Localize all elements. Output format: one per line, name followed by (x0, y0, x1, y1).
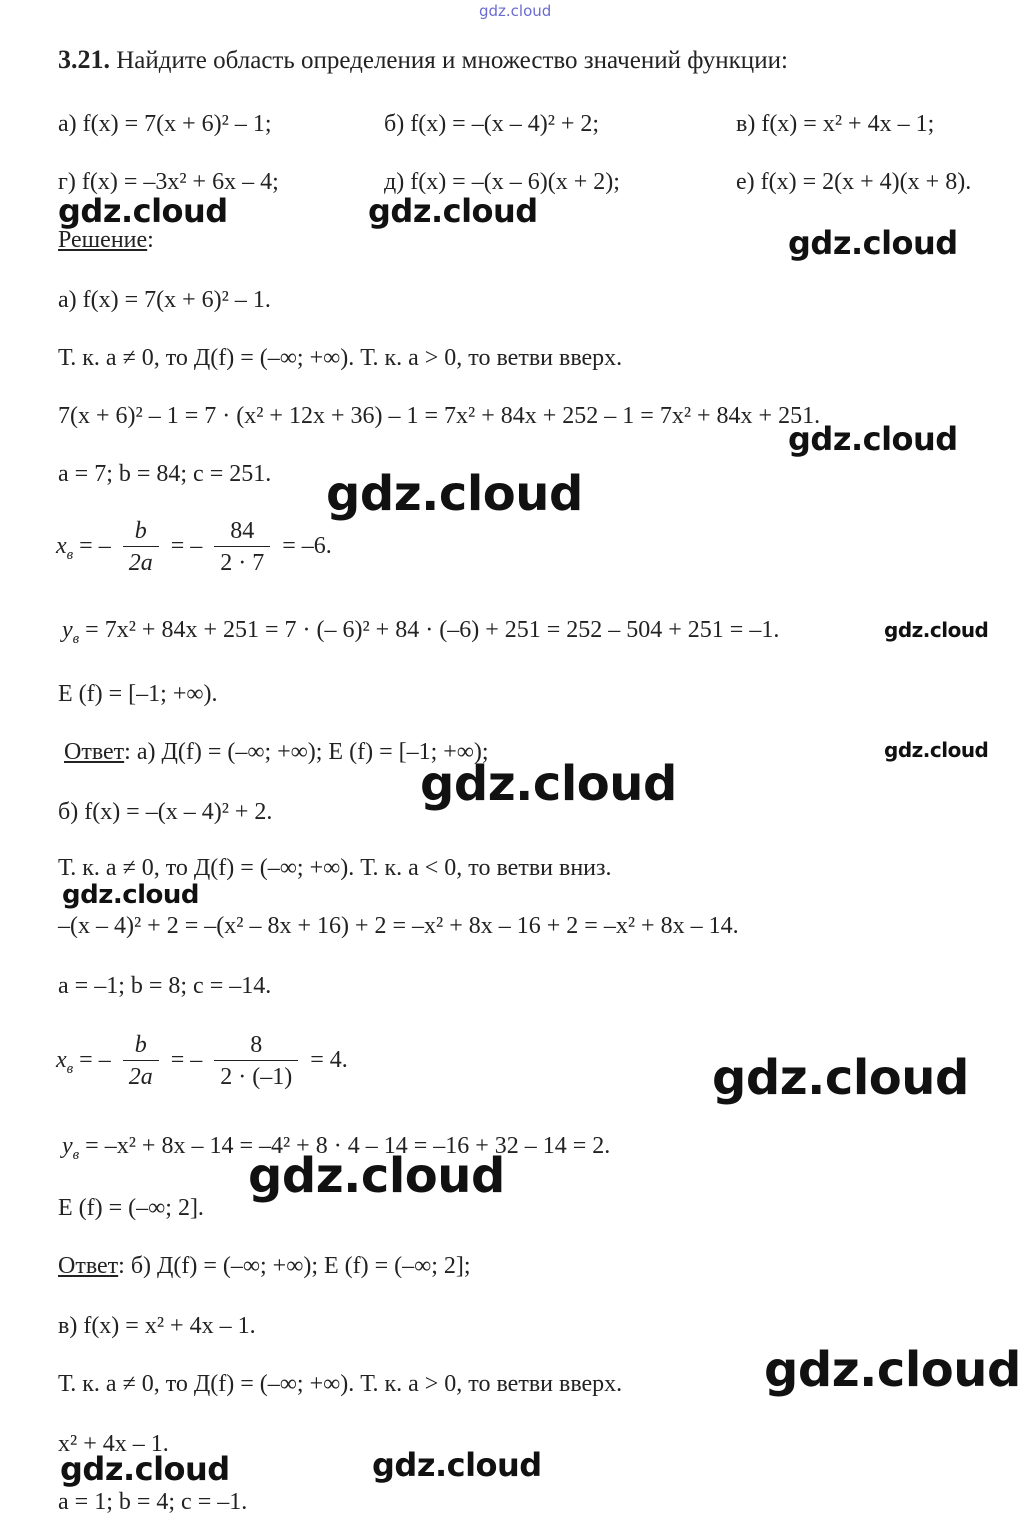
task-d: д) f(x) = –(x – 6)(x + 2); (384, 169, 620, 195)
task-g: г) f(x) = –3x² + 6x – 4; (58, 169, 279, 195)
part-b-vertex-y: $y_в = -x^2 + 8x - 14 = -4^2 + 8 \cdot 4 - 14 = -16 + 32 - 14 = 2$. (62, 1133, 611, 1163)
watermark: gdz.cloud (372, 1446, 542, 1484)
problem-text: Найдите область определения и множество значений функции: (116, 47, 788, 74)
task-a: а) f(x) = 7(x + 6)² – 1; (58, 111, 272, 137)
watermark: gdz.cloud (788, 420, 958, 458)
part-v-function: в) f(x) = x² + 4x – 1. (58, 1313, 256, 1339)
part-a-expansion: 7(x + 6)² – 1 = 7 · (x² + 12x + 36) – 1 = 7x² + 84x + 252 – 1 = 7x² + 84x + 251. (58, 403, 821, 429)
answer-label: Ответ (64, 739, 125, 765)
part-a-function: а) f(x) = 7(x + 6)² – 1. (58, 287, 271, 313)
task-e: е) f(x) = 2(x + 4)(x + 8). (736, 169, 972, 195)
watermark: gdz.cloud (60, 1450, 230, 1488)
part-a-answer: Ответ: а) Д(f) = (–∞; +∞); E (f) = [–1; +∞); (64, 739, 489, 765)
part-b-vertex-x: $x_в$ = – $\frac{b}{2a}$ = – $\frac{8}{2 \cdot (-1)}$ = 4. (56, 1032, 348, 1090)
watermark: gdz.cloud (248, 1148, 505, 1204)
part-a-coefficients: a = 7; b = 84; c = 251. (58, 461, 272, 487)
part-v-domain: Т. к. a ≠ 0, то Д(f) = (–∞; +∞). Т. к. a > 0, то ветви вверх. (58, 1371, 623, 1397)
watermark: gdz.cloud (368, 192, 538, 230)
watermark-top: gdz.cloud (479, 2, 552, 20)
part-b-range: E (f) = (–∞; 2]. (58, 1195, 204, 1221)
part-a-vertex-x: $x_в$ = – $\frac{b}{2a}$ = – $\frac{84}{2 \cdot 7}$ = –6. (56, 518, 332, 576)
watermark: gdz.cloud (884, 738, 989, 762)
part-b-expansion: –(x – 4)² + 2 = –(x² – 8x + 16) + 2 = –x² + 8x – 16 + 2 = –x² + 8x – 14. (58, 913, 739, 939)
problem-number: 3.21. (58, 45, 110, 74)
part-a-vertex-y: $y_в = 7x^2 + 84x + 251 = 7$ · (– 6)² + 84 · (–6) + 251 = 252 – 504 + 251 = –1. (62, 617, 780, 647)
part-v-coefficients: a = 1; b = 4; c = –1. (58, 1489, 248, 1515)
part-b-coefficients: a = –1; b = 8; c = –14. (58, 973, 272, 999)
watermark: gdz.cloud (764, 1342, 1021, 1398)
watermark: gdz.cloud (58, 192, 228, 230)
part-b-function: б) f(x) = –(x – 4)² + 2. (58, 799, 273, 825)
watermark: gdz.cloud (884, 618, 989, 642)
solution-heading: Решение: (58, 227, 154, 253)
part-v-expansion: x² + 4x – 1. (58, 1431, 169, 1457)
watermark: gdz.cloud (420, 756, 677, 812)
watermark: gdz.cloud (326, 466, 583, 522)
watermark: gdz.cloud (712, 1050, 969, 1106)
problem-statement (58, 46, 788, 75)
answer-label: Ответ (58, 1253, 119, 1279)
task-b: б) f(x) = –(x – 4)² + 2; (384, 111, 600, 137)
part-b-answer: Ответ: б) Д(f) = (–∞; +∞); E (f) = (–∞; 2]; (58, 1253, 471, 1279)
part-a-range: E (f) = [–1; +∞). (58, 681, 218, 707)
watermark: gdz.cloud (62, 880, 200, 910)
part-a-domain: Т. к. a ≠ 0, то Д(f) = (–∞; +∞). Т. к. a > 0, то ветви вверх. (58, 345, 623, 371)
solution-label: Решение (58, 227, 148, 253)
part-b-domain: Т. к. a ≠ 0, то Д(f) = (–∞; +∞). Т. к. a < 0, то ветви вниз. (58, 855, 612, 881)
task-v: в) f(x) = x² + 4x – 1; (736, 111, 935, 137)
watermark: gdz.cloud (788, 224, 958, 262)
